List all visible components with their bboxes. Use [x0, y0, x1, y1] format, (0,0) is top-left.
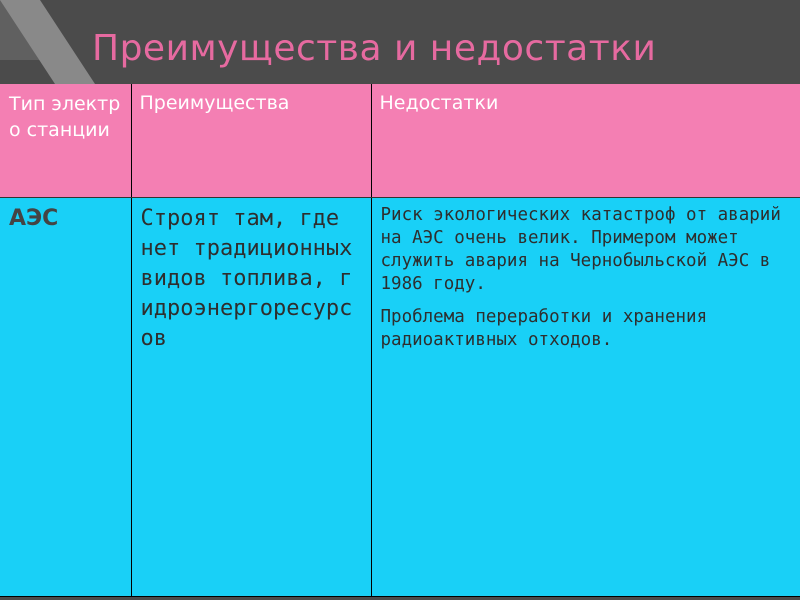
- row-cell-disadvantages: [371, 198, 800, 597]
- row-cell-type: [0, 198, 131, 597]
- slide-title: Преимущества и недостатки: [92, 28, 657, 69]
- header-advantages-label: Преимущества: [139, 92, 290, 114]
- header-cell-advantages: [131, 84, 371, 198]
- disadvantages-text: [372, 198, 800, 352]
- comparison-table: [0, 84, 800, 597]
- header-disadvantages-label: Недостатки: [379, 92, 499, 114]
- disadvantage-paragraph: Проблема переработки и хранения радиоактивных отходов.: [380, 307, 708, 350]
- disadvantage-paragraph: Риск экологических катастроф от аварий на АЭС очень велик. Примером может служить авария на Чернобыльской АЭС в 1986 году.: [380, 205, 781, 294]
- header-type-label: Тип электро станции: [9, 93, 121, 141]
- table-row: [0, 198, 800, 597]
- header-cell-disadvantages: [371, 84, 800, 198]
- station-type: АЭС: [9, 206, 59, 231]
- advantages-text: Строят там, где нет традиционных видов топлива, гидроэнергоресурсов: [140, 206, 353, 351]
- header-cell-type: [0, 84, 131, 198]
- table-header-row: [0, 84, 800, 198]
- row-cell-advantages: [131, 198, 371, 597]
